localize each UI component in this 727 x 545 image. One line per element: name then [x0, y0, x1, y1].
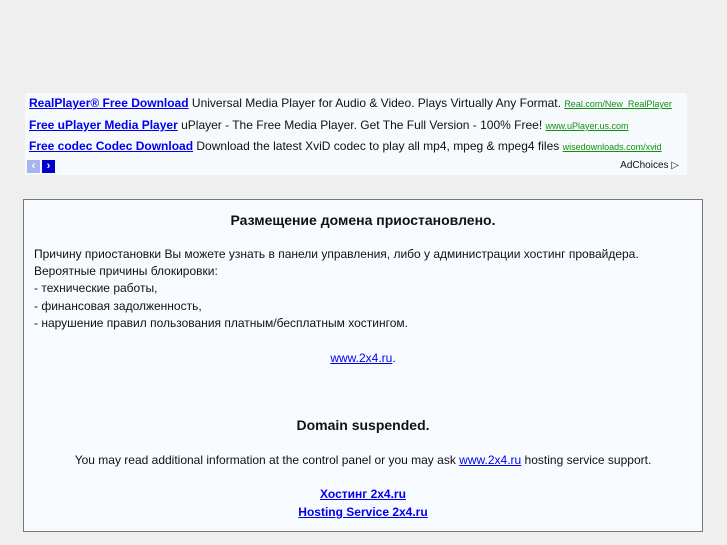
ad-item [29, 96, 672, 110]
prev-arrow-icon[interactable]: ‹ [27, 160, 40, 173]
next-arrow-icon[interactable]: › [42, 160, 55, 173]
en-text: You may read additional information at the control panel or you may ask [74, 453, 456, 467]
ru-line: Причину приостановки Вы можете узнать в панели управления, либо у администрации хостинг провайдера. [34, 247, 639, 261]
en-text: hosting service support. [524, 453, 652, 467]
ad-url-link[interactable]: www.uPlayer.us.com [545, 121, 629, 131]
hosting-en-link[interactable]: Hosting Service 2x4.ru [298, 505, 428, 519]
ad-url-link[interactable]: Real.com/New_RealPlayer [564, 99, 672, 109]
hosting-ru-link[interactable]: Хостинг 2x4.ru [320, 487, 406, 501]
suspension-notice: Размещение домена приостановлено. Причину приостановки Вы можете узнать в панели управления, либо у администрации хостинг провайдера. Вероятные причины блокировки: - технические работы, - финансовая задолженность, - нарушение правил пользования платным/бесплатным хостингом. www.2x4.ru. Domain suspended. You may read additional information at the control panel or you may ask www.2x4.ru hosting service support. Хостинг 2x4.ru Hosting Service 2x4.ru [23, 199, 703, 532]
ru-site-link[interactable]: www.2x4.ru [330, 351, 393, 365]
adchoices-label: AdChoices [620, 160, 669, 171]
ad-url-link[interactable]: wisedownloads.com/xvid [562, 142, 662, 152]
ad-title-link[interactable]: Free codec Codec Download [29, 139, 194, 153]
ad-title-link[interactable]: Free uPlayer Media Player [29, 118, 178, 132]
ru-line: - нарушение правил пользования платным/бесплатным хостингом. [34, 316, 408, 330]
ad-item [29, 118, 629, 132]
ad-description: Universal Media Player for Audio & Video. Plays Virtually Any Format. [191, 96, 561, 110]
ad-block [25, 93, 687, 175]
adchoices-link[interactable] [620, 160, 679, 171]
ad-description: uPlayer - The Free Media Player. Get The Full Version - 100% Free! [181, 118, 543, 132]
en-title: Domain suspended. [296, 417, 430, 433]
ad-item [29, 139, 662, 153]
ru-line: - финансовая задолженность, [34, 299, 202, 313]
ad-description: Download the latest XviD codec to play all mp4, mpeg & mpeg4 files [196, 139, 560, 153]
ru-line: - технические работы, [34, 281, 158, 295]
ad-title-link[interactable]: RealPlayer® Free Download [29, 96, 189, 110]
ru-line: Вероятные причины блокировки: [34, 264, 218, 278]
adchoices-icon: ▷ [671, 160, 679, 171]
ru-title: Размещение домена приостановлено. [230, 212, 496, 228]
en-site-link[interactable]: www.2x4.ru [459, 453, 522, 467]
